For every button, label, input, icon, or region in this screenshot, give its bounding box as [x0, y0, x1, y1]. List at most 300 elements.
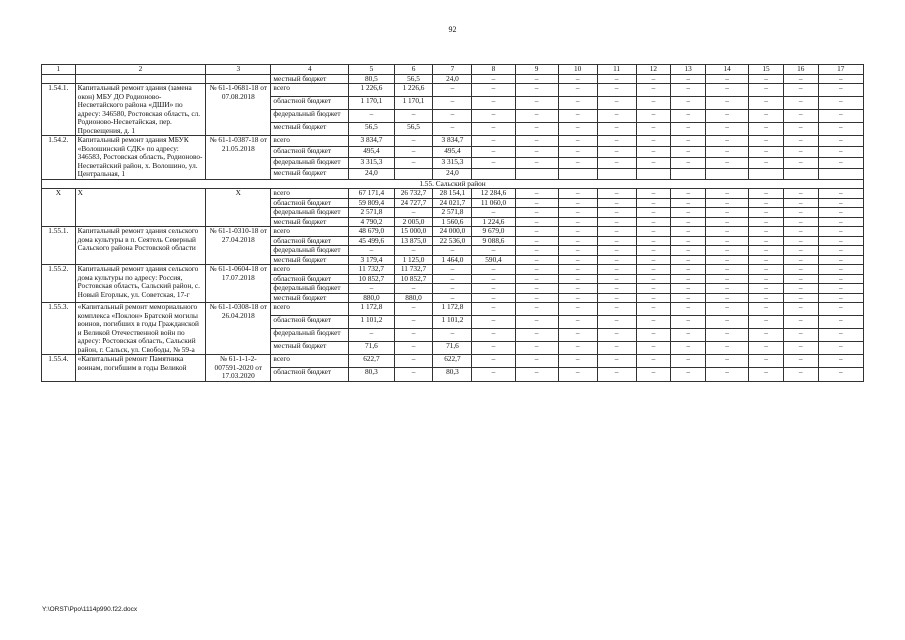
- funding-type: федеральный бюджет: [271, 157, 349, 168]
- value-cell: 590,4: [472, 255, 515, 265]
- value-cell: –: [597, 217, 636, 227]
- value-cell: –: [818, 274, 863, 284]
- value-cell: 71,6: [433, 342, 472, 355]
- value-cell: 10 852,7: [349, 274, 394, 284]
- value-cell: –: [783, 198, 818, 208]
- value-cell: –: [515, 227, 558, 237]
- value-cell: –: [706, 246, 749, 256]
- value-cell: –: [515, 110, 558, 123]
- value-cell: –: [394, 157, 433, 168]
- value-cell: –: [671, 198, 706, 208]
- value-cell: –: [706, 123, 749, 136]
- value-cell: 1 226,6: [349, 84, 394, 97]
- value-cell: –: [818, 208, 863, 218]
- value-cell: 11 732,7: [394, 265, 433, 275]
- value-cell: –: [636, 217, 671, 227]
- value-cell: –: [783, 255, 818, 265]
- value-cell: –: [472, 274, 515, 284]
- column-header: 16: [783, 65, 818, 75]
- value-cell: –: [472, 84, 515, 97]
- value-cell: –: [558, 329, 597, 342]
- value-cell: –: [818, 236, 863, 246]
- value-cell: –: [783, 74, 818, 84]
- value-cell: 622,7: [433, 355, 472, 368]
- object-name: Капитальный ремонт здания сельского дома культуры в п. Сеятель Северный Сальского района Ростовской области: [75, 227, 206, 265]
- value-cell: –: [749, 97, 784, 110]
- value-cell: 24,0: [433, 74, 472, 84]
- value-cell: –: [671, 189, 706, 199]
- value-cell: 1 170,1: [349, 97, 394, 110]
- value-cell: –: [749, 342, 784, 355]
- value-cell: –: [783, 236, 818, 246]
- value-cell: –: [349, 110, 394, 123]
- value-cell: [749, 168, 784, 179]
- table-row: [42, 227, 864, 237]
- value-cell: –: [749, 110, 784, 123]
- value-cell: –: [515, 303, 558, 316]
- value-cell: –: [706, 84, 749, 97]
- funding-type: всего: [271, 303, 349, 316]
- column-header: 2: [75, 65, 206, 75]
- value-cell: 80,5: [349, 74, 394, 84]
- table-row: [42, 303, 864, 316]
- value-cell: 2 571,8: [349, 208, 394, 218]
- funding-type: местный бюджет: [271, 168, 349, 179]
- value-cell: –: [558, 303, 597, 316]
- value-cell: –: [818, 146, 863, 157]
- value-cell: –: [783, 342, 818, 355]
- value-cell: –: [671, 136, 706, 147]
- value-cell: –: [706, 236, 749, 246]
- value-cell: –: [749, 157, 784, 168]
- value-cell: 24 000,0: [433, 227, 472, 237]
- value-cell: –: [515, 84, 558, 97]
- value-cell: 1 464,0: [433, 255, 472, 265]
- value-cell: 3 315,3: [349, 157, 394, 168]
- document-ref: № 61-1-0387-18 от 21.05.2018: [206, 136, 271, 180]
- value-cell: –: [597, 74, 636, 84]
- column-header: 6: [394, 65, 433, 75]
- value-cell: –: [818, 74, 863, 84]
- value-cell: –: [597, 316, 636, 329]
- value-cell: –: [783, 157, 818, 168]
- value-cell: –: [558, 293, 597, 303]
- value-cell: –: [597, 208, 636, 218]
- value-cell: –: [671, 316, 706, 329]
- value-cell: –: [749, 189, 784, 199]
- value-cell: –: [515, 316, 558, 329]
- document-ref: [206, 74, 271, 84]
- value-cell: –: [433, 284, 472, 294]
- row-number: 1.55.1.: [42, 227, 76, 265]
- value-cell: –: [818, 217, 863, 227]
- funding-type: всего: [271, 84, 349, 97]
- value-cell: –: [818, 157, 863, 168]
- value-cell: –: [671, 265, 706, 275]
- value-cell: –: [597, 236, 636, 246]
- value-cell: –: [818, 189, 863, 199]
- value-cell: [472, 168, 515, 179]
- value-cell: –: [597, 368, 636, 381]
- value-cell: –: [558, 208, 597, 218]
- value-cell: 56,5: [394, 74, 433, 84]
- value-cell: –: [749, 368, 784, 381]
- value-cell: –: [558, 84, 597, 97]
- value-cell: –: [636, 110, 671, 123]
- value-cell: –: [749, 293, 784, 303]
- value-cell: –: [515, 97, 558, 110]
- value-cell: –: [636, 293, 671, 303]
- value-cell: [515, 168, 558, 179]
- value-cell: 15 000,0: [394, 227, 433, 237]
- object-name: «Капитальный ремонт мемориального комплекса «Поклон» Братской могилы воинов, погибших в годы Гражданской и Великой Отечественной войн по адресу: Ростовская область, Сальский район, г. Сальск, ул. Свободы, № 59-а: [75, 303, 206, 355]
- value-cell: 45 499,6: [349, 236, 394, 246]
- funding-type: областной бюджет: [271, 236, 349, 246]
- row-number: X: [42, 189, 76, 227]
- value-cell: –: [671, 342, 706, 355]
- value-cell: 3 834,7: [433, 136, 472, 147]
- funding-type: всего: [271, 355, 349, 368]
- value-cell: –: [597, 293, 636, 303]
- value-cell: –: [472, 355, 515, 368]
- value-cell: –: [671, 255, 706, 265]
- row-number: 1.55.4.: [42, 355, 76, 382]
- value-cell: –: [597, 303, 636, 316]
- document-ref: № 61-1-0681-18 от 07.08.2018: [206, 84, 271, 136]
- value-cell: –: [472, 303, 515, 316]
- value-cell: –: [671, 123, 706, 136]
- document-ref: № 61-1-1-2-007591-2020 от 17.03.2020: [206, 355, 271, 382]
- value-cell: –: [558, 265, 597, 275]
- row-number: 1.55.2.: [42, 265, 76, 303]
- value-cell: –: [783, 246, 818, 256]
- value-cell: –: [597, 198, 636, 208]
- value-cell: –: [818, 198, 863, 208]
- value-cell: 2 005,0: [394, 217, 433, 227]
- value-cell: –: [783, 146, 818, 157]
- value-cell: 1 172,8: [349, 303, 394, 316]
- value-cell: –: [636, 255, 671, 265]
- value-cell: –: [394, 329, 433, 342]
- value-cell: –: [671, 284, 706, 294]
- value-cell: –: [636, 355, 671, 368]
- column-header: 14: [706, 65, 749, 75]
- value-cell: –: [749, 355, 784, 368]
- value-cell: –: [671, 303, 706, 316]
- value-cell: –: [558, 110, 597, 123]
- value-cell: –: [783, 265, 818, 275]
- value-cell: 80,3: [349, 368, 394, 381]
- value-cell: –: [597, 355, 636, 368]
- value-cell: –: [472, 123, 515, 136]
- value-cell: –: [597, 329, 636, 342]
- value-cell: 12 284,6: [472, 189, 515, 199]
- value-cell: –: [515, 208, 558, 218]
- value-cell: –: [394, 136, 433, 147]
- value-cell: 28 154,1: [433, 189, 472, 199]
- value-cell: –: [472, 329, 515, 342]
- value-cell: –: [394, 303, 433, 316]
- value-cell: –: [394, 208, 433, 218]
- value-cell: –: [818, 84, 863, 97]
- funding-type: местный бюджет: [271, 342, 349, 355]
- value-cell: –: [749, 284, 784, 294]
- value-cell: –: [597, 255, 636, 265]
- value-cell: –: [394, 355, 433, 368]
- document-ref: № 61-1-0604-18 от 17.07.2018: [206, 265, 271, 303]
- value-cell: –: [783, 217, 818, 227]
- table-row: [42, 355, 864, 368]
- value-cell: –: [749, 136, 784, 147]
- value-cell: –: [783, 110, 818, 123]
- funding-type: областной бюджет: [271, 274, 349, 284]
- value-cell: –: [558, 198, 597, 208]
- value-cell: [597, 168, 636, 179]
- section-title: 1.55. Сальский район: [42, 179, 864, 189]
- column-header: 5: [349, 65, 394, 75]
- value-cell: –: [783, 189, 818, 199]
- value-cell: [636, 168, 671, 179]
- object-name: Капитальный ремонт здания (замена окон) МБУ ДО Родионово-Несветайского района «ДШИ» по адресу: 346580, Ростовская область, сл. Родионово-Несветайская, пер. Просвещения, д. 1: [75, 84, 206, 136]
- value-cell: –: [515, 236, 558, 246]
- value-cell: –: [558, 123, 597, 136]
- value-cell: 56,5: [394, 123, 433, 136]
- value-cell: –: [818, 265, 863, 275]
- value-cell: –: [749, 274, 784, 284]
- value-cell: –: [636, 316, 671, 329]
- page-number: 92: [448, 25, 457, 34]
- value-cell: –: [597, 97, 636, 110]
- value-cell: –: [749, 208, 784, 218]
- value-cell: –: [636, 198, 671, 208]
- funding-type: федеральный бюджет: [271, 246, 349, 256]
- value-cell: 4 790,2: [349, 217, 394, 227]
- value-cell: 1 560,6: [433, 217, 472, 227]
- row-number: 1.54.2.: [42, 136, 76, 180]
- value-cell: 880,0: [394, 293, 433, 303]
- value-cell: –: [515, 146, 558, 157]
- header-row: [42, 65, 864, 75]
- value-cell: –: [472, 293, 515, 303]
- value-cell: –: [349, 329, 394, 342]
- funding-type: областной бюджет: [271, 97, 349, 110]
- value-cell: –: [636, 123, 671, 136]
- value-cell: –: [671, 329, 706, 342]
- value-cell: –: [636, 329, 671, 342]
- value-cell: –: [394, 110, 433, 123]
- value-cell: –: [636, 84, 671, 97]
- value-cell: –: [749, 123, 784, 136]
- value-cell: 622,7: [349, 355, 394, 368]
- table-row: [42, 74, 864, 84]
- column-header: 17: [818, 65, 863, 75]
- value-cell: –: [597, 84, 636, 97]
- value-cell: –: [671, 97, 706, 110]
- value-cell: 1 172,8: [433, 303, 472, 316]
- column-header: 13: [671, 65, 706, 75]
- column-header: 7: [433, 65, 472, 75]
- value-cell: 67 171,4: [349, 189, 394, 199]
- value-cell: –: [433, 97, 472, 110]
- value-cell: –: [783, 274, 818, 284]
- value-cell: 22 536,0: [433, 236, 472, 246]
- value-cell: –: [558, 97, 597, 110]
- value-cell: 11 732,7: [349, 265, 394, 275]
- column-header: 15: [749, 65, 784, 75]
- funding-type: областной бюджет: [271, 316, 349, 329]
- value-cell: –: [472, 265, 515, 275]
- value-cell: 24,0: [349, 168, 394, 179]
- value-cell: –: [472, 246, 515, 256]
- value-cell: –: [706, 157, 749, 168]
- value-cell: –: [472, 157, 515, 168]
- object-name: X: [75, 189, 206, 227]
- value-cell: –: [433, 110, 472, 123]
- value-cell: –: [515, 342, 558, 355]
- value-cell: [706, 168, 749, 179]
- value-cell: 1 170,1: [394, 97, 433, 110]
- value-cell: –: [671, 217, 706, 227]
- value-cell: –: [558, 236, 597, 246]
- value-cell: 80,3: [433, 368, 472, 381]
- value-cell: 880,0: [349, 293, 394, 303]
- value-cell: –: [349, 284, 394, 294]
- value-cell: 71,6: [349, 342, 394, 355]
- value-cell: –: [749, 246, 784, 256]
- value-cell: –: [706, 227, 749, 237]
- value-cell: –: [706, 368, 749, 381]
- value-cell: –: [515, 136, 558, 147]
- value-cell: –: [706, 110, 749, 123]
- funding-type: федеральный бюджет: [271, 110, 349, 123]
- value-cell: –: [749, 198, 784, 208]
- value-cell: –: [706, 316, 749, 329]
- value-cell: 3 315,3: [433, 157, 472, 168]
- value-cell: –: [818, 355, 863, 368]
- value-cell: –: [818, 284, 863, 294]
- value-cell: 1 101,2: [349, 316, 394, 329]
- value-cell: –: [558, 342, 597, 355]
- document-ref: № 61-1-0310-18 от 27.04.2018: [206, 227, 271, 265]
- value-cell: –: [636, 368, 671, 381]
- value-cell: –: [472, 342, 515, 355]
- value-cell: –: [394, 246, 433, 256]
- value-cell: –: [671, 110, 706, 123]
- table-row: [42, 136, 864, 147]
- column-header: 4: [271, 65, 349, 75]
- value-cell: –: [597, 274, 636, 284]
- value-cell: –: [783, 227, 818, 237]
- value-cell: 2 571,8: [433, 208, 472, 218]
- value-cell: –: [597, 110, 636, 123]
- funding-type: всего: [271, 136, 349, 147]
- value-cell: –: [706, 284, 749, 294]
- value-cell: 10 852,7: [394, 274, 433, 284]
- value-cell: –: [558, 74, 597, 84]
- value-cell: –: [636, 97, 671, 110]
- value-cell: –: [515, 157, 558, 168]
- value-cell: 1 224,6: [472, 217, 515, 227]
- value-cell: –: [433, 246, 472, 256]
- value-cell: –: [394, 284, 433, 294]
- value-cell: 1 226,6: [394, 84, 433, 97]
- value-cell: –: [558, 368, 597, 381]
- document-ref: № 61-1-0308-18 от 26.04.2018: [206, 303, 271, 355]
- value-cell: –: [433, 123, 472, 136]
- value-cell: –: [671, 368, 706, 381]
- value-cell: –: [749, 236, 784, 246]
- funding-type: местный бюджет: [271, 123, 349, 136]
- value-cell: –: [515, 123, 558, 136]
- column-header: 1: [42, 65, 76, 75]
- value-cell: –: [515, 74, 558, 84]
- value-cell: –: [515, 217, 558, 227]
- value-cell: –: [597, 265, 636, 275]
- value-cell: –: [558, 189, 597, 199]
- value-cell: –: [706, 217, 749, 227]
- value-cell: 24,0: [433, 168, 472, 179]
- value-cell: –: [818, 329, 863, 342]
- value-cell: –: [749, 303, 784, 316]
- value-cell: 9 679,0: [472, 227, 515, 237]
- value-cell: [783, 168, 818, 179]
- value-cell: –: [818, 246, 863, 256]
- value-cell: [558, 168, 597, 179]
- object-name: Капитальный ремонт здания сельского дома культуры по адресу: Россия, Ростовская область, Сальский район, с. Новый Егорлык, ул. Советская, 17-г: [75, 265, 206, 303]
- column-header: 9: [515, 65, 558, 75]
- value-cell: –: [636, 208, 671, 218]
- table-row: [42, 189, 864, 199]
- funding-type: областной бюджет: [271, 146, 349, 157]
- value-cell: –: [671, 146, 706, 157]
- column-header: 8: [472, 65, 515, 75]
- value-cell: –: [818, 293, 863, 303]
- value-cell: –: [472, 368, 515, 381]
- value-cell: –: [636, 342, 671, 355]
- value-cell: 495,4: [433, 146, 472, 157]
- funding-type: местный бюджет: [271, 293, 349, 303]
- value-cell: –: [636, 246, 671, 256]
- value-cell: –: [515, 274, 558, 284]
- value-cell: –: [818, 110, 863, 123]
- value-cell: –: [515, 189, 558, 199]
- value-cell: –: [597, 246, 636, 256]
- value-cell: 1 125,0: [394, 255, 433, 265]
- value-cell: 11 060,0: [472, 198, 515, 208]
- value-cell: –: [818, 227, 863, 237]
- value-cell: –: [749, 146, 784, 157]
- funding-type: федеральный бюджет: [271, 208, 349, 218]
- value-cell: –: [597, 284, 636, 294]
- value-cell: 3 179,4: [349, 255, 394, 265]
- value-cell: 495,4: [349, 146, 394, 157]
- value-cell: –: [597, 157, 636, 168]
- value-cell: –: [636, 146, 671, 157]
- row-number: [42, 74, 76, 84]
- value-cell: –: [749, 255, 784, 265]
- funding-type: местный бюджет: [271, 74, 349, 84]
- table-row: [42, 84, 864, 97]
- document-path: Y:\ORST\Ppo\1114p990.f22.docx: [42, 606, 138, 613]
- value-cell: [394, 168, 433, 179]
- value-cell: –: [783, 84, 818, 97]
- value-cell: –: [472, 146, 515, 157]
- value-cell: –: [706, 198, 749, 208]
- value-cell: –: [783, 293, 818, 303]
- value-cell: –: [636, 265, 671, 275]
- row-number: 1.55.3.: [42, 303, 76, 355]
- value-cell: –: [671, 293, 706, 303]
